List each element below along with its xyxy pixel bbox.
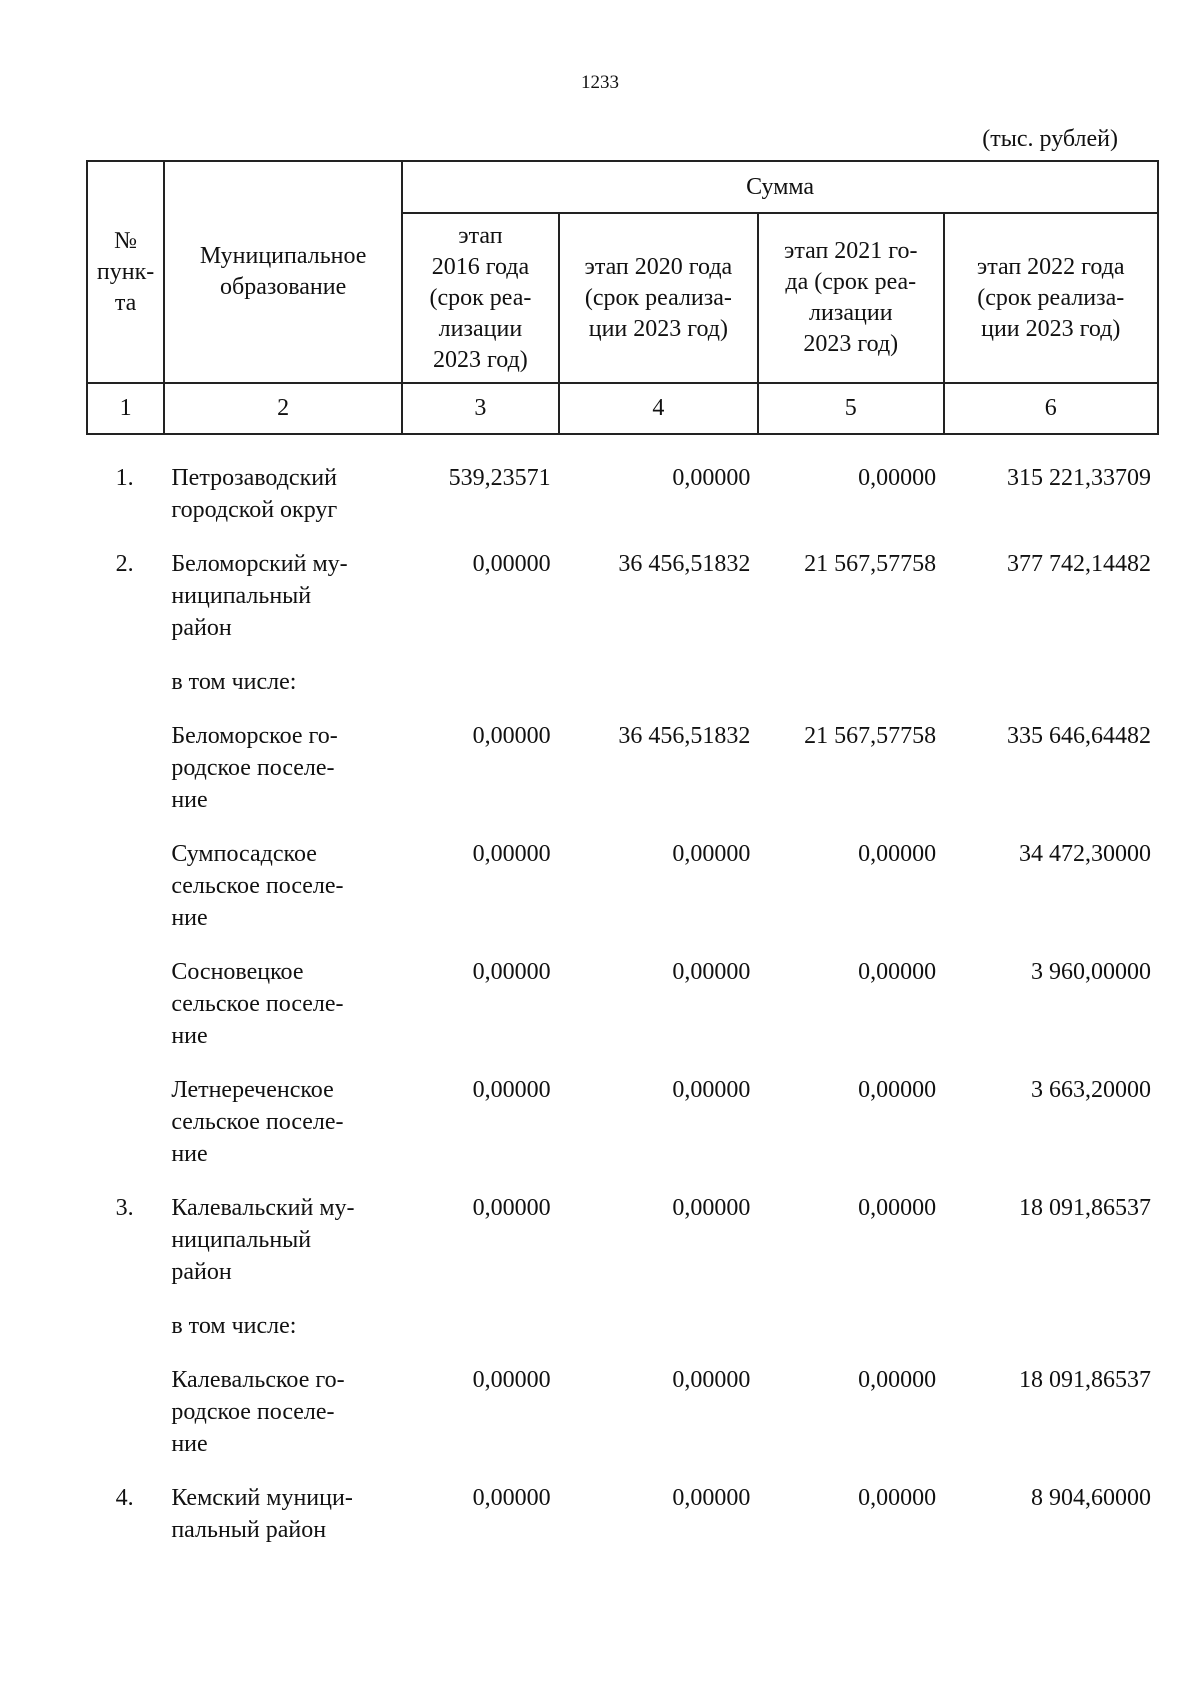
value-2022: 315 221,33709	[1007, 465, 1151, 491]
row-number	[86, 1310, 163, 1364]
table-row	[86, 720, 1159, 838]
value-2020	[559, 666, 759, 720]
row-number: 3.	[115, 1195, 134, 1221]
row-name: в том числе:	[171, 1313, 297, 1339]
value-2020: 0,00000	[672, 959, 751, 985]
value-2021	[758, 1310, 944, 1364]
row-number: 2.	[115, 551, 134, 577]
header-col-3: этап 2016 года (срок реа- лизации 2023 год)	[402, 213, 559, 383]
table-row	[86, 1310, 1159, 1364]
value-2022: 18 091,86537	[1019, 1367, 1151, 1393]
value-2021: 0,00000	[858, 1485, 937, 1511]
value-2022	[944, 1310, 1159, 1364]
value-2021: 0,00000	[858, 1195, 937, 1221]
header-col-6: этап 2022 года (срок реализа- ции 2023 год)	[944, 213, 1158, 383]
header-col-5: этап 2021 го- да (срок реа- лизации 2023 год)	[758, 213, 943, 383]
index-cell: 5	[758, 383, 943, 434]
value-2021: 0,00000	[858, 1367, 937, 1393]
value-2020: 0,00000	[672, 1195, 751, 1221]
table-row	[86, 1482, 1159, 1568]
value-2016: 0,00000	[472, 1195, 551, 1221]
row-name: Летнереченское сельское поселе- ние	[171, 1077, 344, 1167]
row-number	[86, 1364, 163, 1482]
row-name: Калевальский му- ниципальный район	[171, 1195, 355, 1285]
value-2022: 18 091,86537	[1019, 1195, 1151, 1221]
row-name: Сумпосадское сельское поселе- ние	[171, 841, 344, 931]
value-2020: 0,00000	[672, 1077, 751, 1103]
row-number: 4.	[115, 1485, 134, 1511]
row-name: Кемский муници- пальный район	[171, 1485, 353, 1543]
table-body	[86, 462, 1159, 1568]
value-2020: 36 456,51832	[618, 551, 751, 577]
value-2021: 0,00000	[858, 959, 937, 985]
header-name: Муниципальное образование	[164, 161, 402, 383]
row-number	[86, 720, 163, 838]
value-2021: 0,00000	[858, 1077, 937, 1103]
row-number	[86, 1074, 163, 1192]
table-row	[86, 462, 1159, 548]
index-cell: 6	[944, 383, 1158, 434]
value-2022: 3 960,00000	[1031, 959, 1151, 985]
value-2020: 36 456,51832	[618, 723, 751, 749]
value-2021: 21 567,57758	[804, 551, 937, 577]
value-2016: 0,00000	[472, 551, 551, 577]
row-number	[86, 956, 163, 1074]
value-2016: 0,00000	[472, 841, 551, 867]
table-row	[86, 666, 1159, 720]
table-row	[86, 1192, 1159, 1310]
units-label: (тыс. рублей)	[982, 126, 1118, 152]
value-2022	[944, 666, 1159, 720]
header-col-4: этап 2020 года (срок реализа- ции 2023 год)	[559, 213, 758, 383]
row-name: Сосновецкое сельское поселе- ние	[171, 959, 344, 1049]
table-row	[86, 956, 1159, 1074]
value-2020: 0,00000	[672, 465, 751, 491]
table-header	[86, 160, 1159, 435]
value-2016	[402, 666, 559, 720]
value-2016: 539,23571	[448, 465, 551, 491]
value-2021: 0,00000	[858, 841, 937, 867]
value-2022: 34 472,30000	[1019, 841, 1151, 867]
index-cell: 1	[87, 383, 164, 434]
value-2022: 377 742,14482	[1007, 551, 1151, 577]
value-2022: 335 646,64482	[1007, 723, 1151, 749]
row-name: Беломорское го- родское поселе- ние	[171, 723, 338, 813]
value-2016: 0,00000	[472, 723, 551, 749]
index-cell: 3	[402, 383, 559, 434]
index-cell: 2	[164, 383, 402, 434]
value-2020	[559, 1310, 759, 1364]
row-name: Калевальское го- родское поселе- ние	[171, 1367, 345, 1457]
value-2022: 3 663,20000	[1031, 1077, 1151, 1103]
value-2016	[402, 1310, 559, 1364]
row-name: Беломорский му- ниципальный район	[171, 551, 348, 641]
value-2020: 0,00000	[672, 841, 751, 867]
index-cell: 4	[559, 383, 758, 434]
header-num: № пунк- та	[87, 161, 164, 383]
row-number	[86, 666, 163, 720]
value-2021: 21 567,57758	[804, 723, 937, 749]
table-row	[86, 838, 1159, 956]
table-row	[86, 1364, 1159, 1482]
table-row	[86, 1074, 1159, 1192]
value-2016: 0,00000	[472, 1367, 551, 1393]
value-2016: 0,00000	[472, 1077, 551, 1103]
row-number	[86, 838, 163, 956]
value-2016: 0,00000	[472, 1485, 551, 1511]
header-sum: Сумма	[402, 161, 1158, 213]
value-2016: 0,00000	[472, 959, 551, 985]
value-2021	[758, 666, 944, 720]
value-2022: 8 904,60000	[1031, 1485, 1151, 1511]
row-name: в том числе:	[171, 669, 297, 695]
value-2021: 0,00000	[858, 465, 937, 491]
row-name: Петрозаводский городской округ	[171, 465, 338, 523]
row-number: 1.	[115, 465, 134, 491]
table-row	[86, 548, 1159, 666]
value-2020: 0,00000	[672, 1367, 751, 1393]
page-number: 1233	[581, 72, 619, 93]
value-2020: 0,00000	[672, 1485, 751, 1511]
